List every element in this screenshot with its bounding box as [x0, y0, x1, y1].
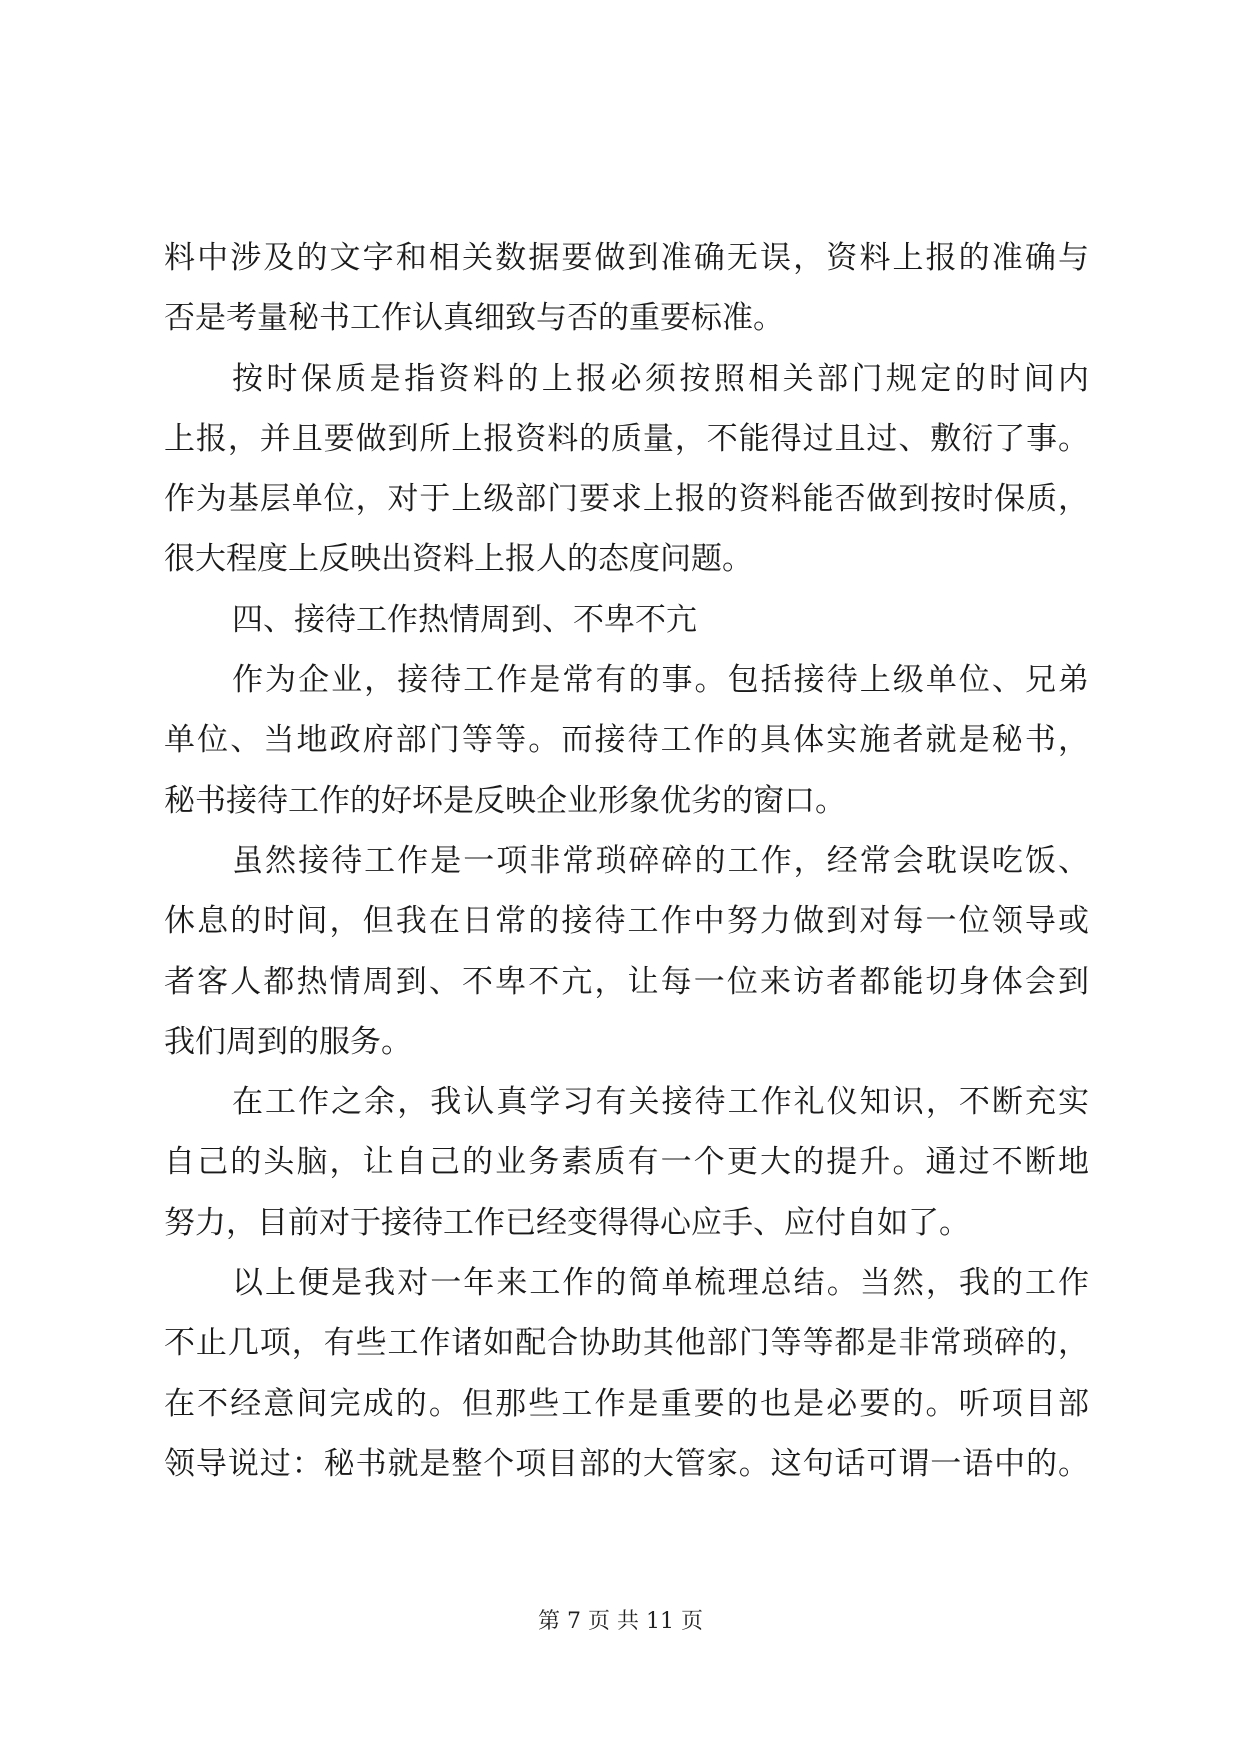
text-line: 者客人都热情周到、不卑不亢，让每一位来访者都能切身体会到: [164, 963, 1089, 1000]
text-line: 单位、当地政府部门等等。而接待工作的具体实施者就是秘书，: [164, 722, 1089, 759]
text-line: 作为企业，接待工作是常有的事。包括接待上级单位、兄弟: [232, 662, 1089, 699]
section-heading: 四、接待工作热情周到、不卑不亢: [232, 601, 697, 638]
text-line: 不止几项，有些工作诸如配合协助其他部门等等都是非常琐碎的，: [164, 1325, 1089, 1362]
text-line: 领导说过：秘书就是整个项目部的大管家。这句话可谓一语中的。: [164, 1445, 1089, 1482]
text-line: 很大程度上反映出资料上报人的态度问题。: [164, 541, 753, 578]
text-line: 上报，并且要做到所上报资料的质量，不能得过且过、敷衍了事。: [164, 420, 1089, 457]
text-line: 作为基层单位，对于上级部门要求上报的资料能否做到按时保质，: [164, 481, 1089, 518]
text-line: 按时保质是指资料的上报必须按照相关部门规定的时间内: [232, 360, 1089, 397]
text-line: 努力，目前对于接待工作已经变得得心应手、应付自如了。: [164, 1204, 970, 1241]
text-line: 我们周到的服务。: [164, 1023, 412, 1060]
text-line: 否是考量秘书工作认真细致与否的重要标准。: [164, 300, 784, 337]
page-number: 第 7 页 共 11 页: [538, 1609, 703, 1634]
text-line: 以上便是我对一年来工作的简单梳理总结。当然，我的工作: [232, 1265, 1089, 1302]
text-line: 秘书接待工作的好坏是反映企业形象优劣的窗口。: [164, 782, 846, 819]
text-line: 虽然接待工作是一项非常琐碎碎的工作，经常会耽误吃饭、: [232, 842, 1089, 879]
text-line: 休息的时间，但我在日常的接待工作中努力做到对每一位领导或: [164, 903, 1089, 940]
body-text: [164, 228, 1089, 1494]
text-line: 在工作之余，我认真学习有关接待工作礼仪知识，不断充实: [232, 1084, 1089, 1121]
text-line: 自己的头脑，让自己的业务素质有一个更大的提升。通过不断地: [164, 1144, 1089, 1181]
text-line: 在不经意间完成的。但那些工作是重要的也是必要的。听项目部: [164, 1385, 1089, 1422]
text-line: 料中涉及的文字和相关数据要做到准确无误，资料上报的准确与: [164, 240, 1089, 276]
